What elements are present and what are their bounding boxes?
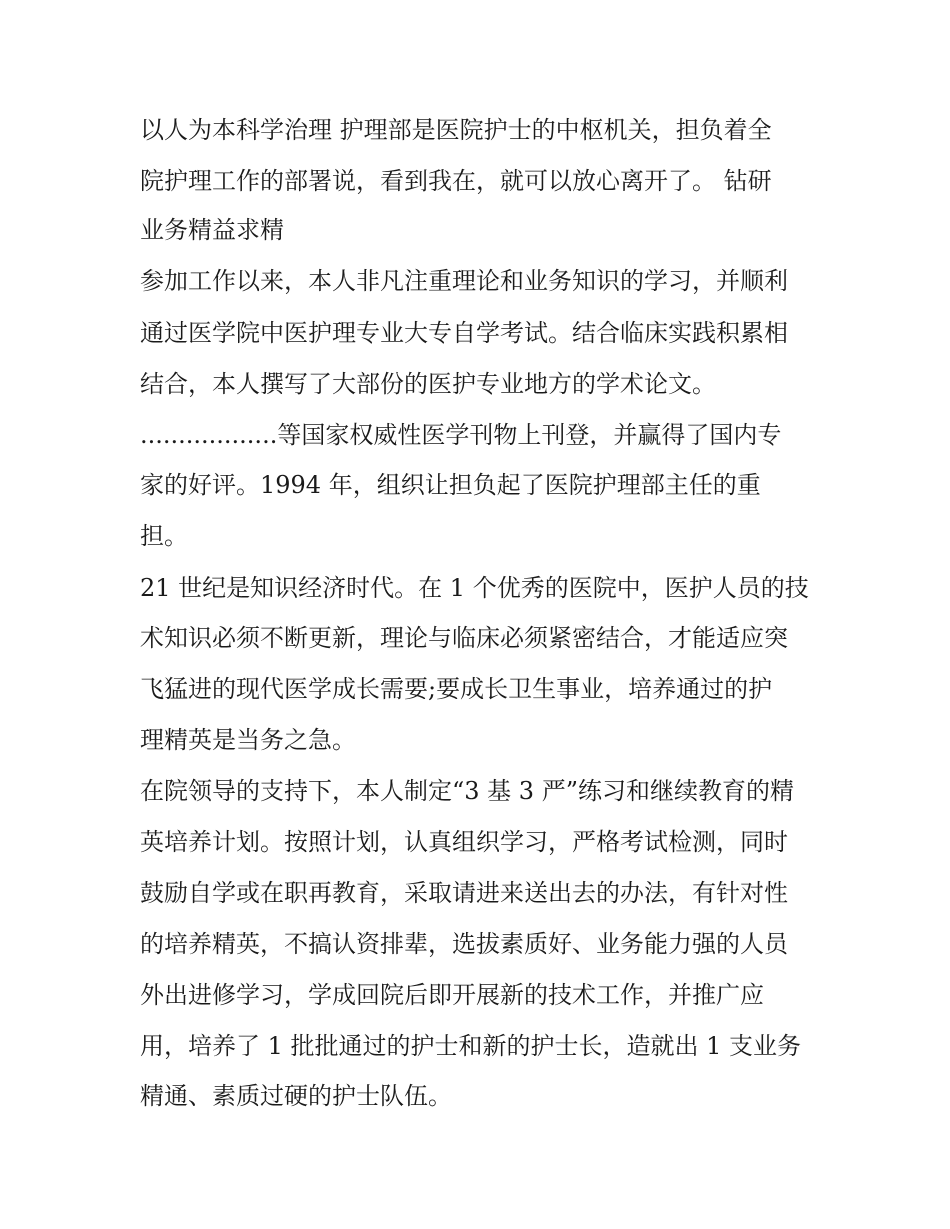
text-line: 通过医学院中医护理专业大专自学考试。结合临床实践积累相 bbox=[140, 319, 788, 347]
text-line: 精通、素质过硬的护士队伍。 bbox=[140, 1082, 452, 1110]
text-line: 术知识必须不断更新，理论与临床必须紧密结合，才能适应突 bbox=[140, 624, 788, 652]
text-line: 家的好评。1994 年，组织让担负起了医院护理部主任的重 bbox=[140, 471, 761, 499]
text-line: ..................等国家权威性医学刊物上刊登，并赢得了国内专 bbox=[140, 421, 782, 449]
text-line: 以人为本科学治理 护理部是医院护士的中枢机关，担负着全 bbox=[140, 116, 772, 144]
text-line: 结合，本人撰写了大部份的医护专业地方的学术论文。 bbox=[140, 370, 716, 398]
text-line: 的培养精英，不搞认资排辈，选拔素质好、业务能力强的人员 bbox=[140, 930, 788, 958]
text-line: 在院领导的支持下，本人制定“3 基 3 严”练习和继续教育的精 bbox=[140, 777, 794, 805]
text-line: 21 世纪是知识经济时代。在 1 个优秀的医院中，医护人员的技 bbox=[140, 574, 809, 602]
text-line: 院护理工作的部署说，看到我在，就可以放心离开了。 钻研 bbox=[140, 167, 772, 195]
text-line: 担。 bbox=[140, 522, 188, 550]
text-line: 外出进修学习，学成回院后即开展新的技术工作，并推广应 bbox=[140, 981, 764, 1009]
text-line: 英培养计划。按照计划，认真组织学习，严格考试检测，同时 bbox=[140, 828, 788, 856]
text-line: 理精英是当务之急。 bbox=[140, 726, 356, 754]
text-line: 飞猛进的现代医学成长需要;要成长卫生事业，培养通过的护 bbox=[140, 675, 773, 703]
text-line: 用，培养了 1 批批通过的护士和新的护士长，造就出 1 支业务 bbox=[140, 1032, 802, 1060]
text-line: 参加工作以来，本人非凡注重理论和业务知识的学习，并顺利 bbox=[140, 267, 788, 295]
text-line: 业务精益求精 bbox=[140, 216, 284, 244]
text-line: 鼓励自学或在职再教育，采取请进来送出去的办法，有针对性 bbox=[140, 879, 788, 907]
